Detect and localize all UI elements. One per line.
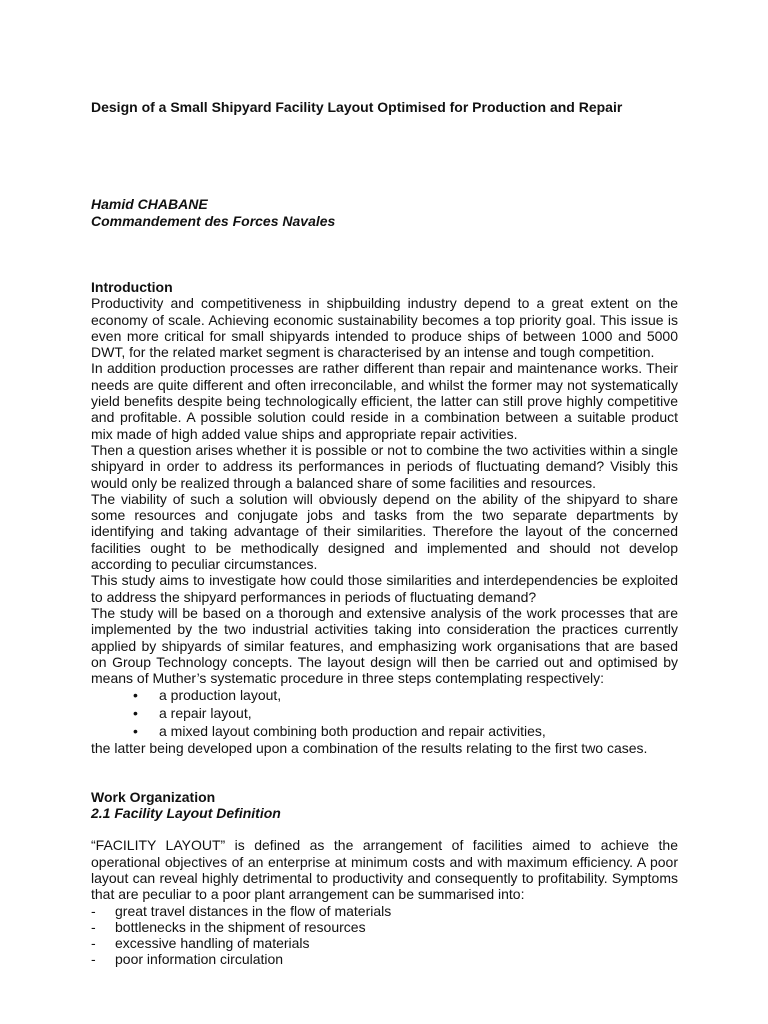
paragraph: “FACILITY LAYOUT” is defined as the arrangement of facilities aimed to achieve the operational objectives of an enterprise at minimum costs and with maximum efficiency. A poor layout can reveal highly detrimental to productivity and consequently to profitability. Symptoms that are peculiar to a poor plant arrangement can be summarised into: bbox=[91, 837, 678, 903]
list-item-text: great travel distances in the flow of materials bbox=[115, 902, 392, 919]
paragraph: This study aims to investigate how could those similarities and interdependencies be exploited to address the shipyard performances in periods of fluctuating demand? bbox=[91, 572, 678, 605]
list-item bbox=[91, 903, 678, 919]
list-item bbox=[91, 919, 678, 935]
paragraph: The viability of such a solution will obviously depend on the ability of the shipyard to share some resources and conjugate jobs and tasks from the two separate departments by identifying and taking advantage of their similarities. Therefore the layout of the concerned facilities ought to be methodically designed and implemented and should not develop according to peculiar circumstances. bbox=[91, 490, 678, 573]
dash-icon: - bbox=[91, 902, 96, 919]
list-item bbox=[133, 704, 678, 722]
list-item bbox=[133, 722, 678, 740]
dash-icon: - bbox=[91, 935, 96, 952]
symptoms-list bbox=[91, 903, 678, 968]
bullet-icon: • bbox=[133, 705, 138, 722]
bullet-icon: • bbox=[133, 723, 138, 740]
list-item-text: a mixed layout combining both production and repair activities, bbox=[159, 723, 546, 740]
list-item-text: excessive handling of materials bbox=[115, 935, 310, 952]
list-item bbox=[91, 935, 678, 951]
paragraph: Then a question arises whether it is possible or not to combine the two activities within a single shipyard in order to address its performances in periods of fluctuating demand? Visibly this would only be realized through a balanced share of some facilities and resources. bbox=[91, 441, 678, 491]
dash-icon: - bbox=[91, 918, 96, 935]
author-block bbox=[91, 196, 335, 230]
document-title: Design of a Small Shipyard Facility Layout Optimised for Production and Repair bbox=[91, 99, 623, 115]
section-heading-work-organization: Work Organization bbox=[91, 788, 216, 805]
author-name: Hamid CHABANE bbox=[91, 196, 208, 212]
bullet-list bbox=[91, 686, 678, 740]
list-item-text: a production layout, bbox=[159, 687, 282, 704]
paragraph: the latter being developed upon a combination of the results relating to the first two cases. bbox=[91, 740, 648, 757]
section-heading-introduction: Introduction bbox=[91, 279, 173, 295]
list-item bbox=[133, 686, 678, 704]
list-item bbox=[91, 951, 678, 967]
list-item-text: bottlenecks in the shipment of resources bbox=[115, 918, 366, 935]
bullet-icon: • bbox=[133, 687, 138, 704]
list-item-text: poor information circulation bbox=[115, 951, 284, 968]
paragraph: In addition production processes are rather different than repair and maintenance works. Their needs are quite different and often irreconcilable, and whilst the former may not systematically yield benefits despite being technologically efficient, the latter can still prove highly competitive and profitable. A possible solution could reside in a combination between a suitable product mix made of high added value ships and appropriate repair activities. bbox=[91, 360, 678, 442]
list-item-text: a repair layout, bbox=[159, 705, 252, 722]
paragraph: Productivity and competitiveness in shipbuilding industry depend to a great extent on the economy of scale. Achieving economic sustainability becomes a top priority goal. This issue is even more critical for small shipyards intended to produce ships of between 1000 and 5000 DWT, for the related market segment is characterised by an intense and tough competition. bbox=[91, 295, 678, 361]
subsection-heading: 2.1 Facility Layout Definition bbox=[91, 805, 281, 822]
dash-icon: - bbox=[91, 951, 96, 968]
author-affiliation: Commandement des Forces Navales bbox=[91, 213, 336, 229]
document-body bbox=[91, 279, 678, 968]
paragraph: The study will be based on a thorough and extensive analysis of the work processes that are implemented by the two industrial activities taking into consideration the practices currently applied by shipyards of similar features, and emphasizing work organisations that are based on Group Technology concepts. The layout design will then be carried out and optimised by means of Muther’s systematic procedure in three steps contemplating respectively: bbox=[91, 604, 678, 687]
